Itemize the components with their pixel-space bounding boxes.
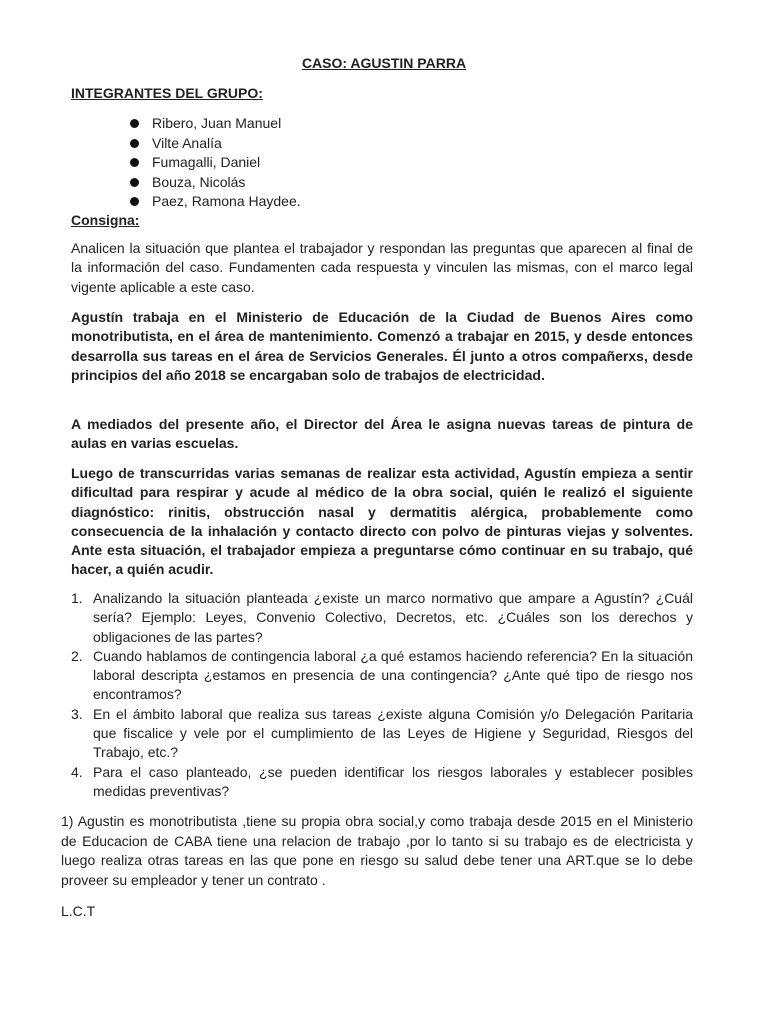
question-text: Para el caso planteado, ¿se pueden identificar los riesgos laborales y establecer posibles medidas preventivas? bbox=[93, 763, 693, 799]
member-item bbox=[128, 134, 301, 154]
consigna-heading: Consigna: bbox=[71, 212, 140, 228]
question-item bbox=[71, 705, 693, 763]
member-name: Bouza, Nicolás bbox=[152, 173, 246, 190]
member-name: Paez, Ramona Haydee. bbox=[152, 193, 301, 209]
document-title: CASO: AGUSTIN PARRA bbox=[301, 55, 467, 71]
question-item bbox=[71, 763, 693, 802]
member-name: Vilte Analía bbox=[152, 134, 222, 151]
case-paragraph: Luego de transcurridas varias semanas de realizar esta actividad, Agustín empieza a sentir dificultad para respirar y acude al médico de la obra social, quién le realizó el siguiente diagnóstico: rinitis, obstrucción nasal y dermatitis alérgica, probablemente como consecuencia de la inhalación y contacto directo con polvo de pinturas viejas y solventes. Ante esta situación, el trabajador empieza a preguntarse cómo continuar en su trabajo, qué hacer, a quién acudir. bbox=[71, 465, 693, 578]
question-number: 1. bbox=[71, 590, 83, 606]
question-text: En el ámbito laboral que realiza sus tareas ¿existe alguna Comisión y/o Delegación Paritaria que fiscalice y vele por el cumplimiento de las Leyes de Higiene y Seguridad, Riesgos del Trabajo, etc.? bbox=[93, 705, 693, 761]
case-paragraph: A mediados del presente año, el Director del Área le asigna nuevas tareas de pintura de aulas en varias escuelas. bbox=[71, 416, 693, 452]
member-item bbox=[128, 192, 301, 212]
group-heading bbox=[71, 84, 263, 102]
consigna-paragraph: Analicen la situación que plantea el trabajador y respondan las preguntas que aparecen al final de la información del caso. Fundamenten cada respuesta y vinculen las mismas, con el marco legal vigente aplicable a este caso. bbox=[71, 240, 693, 295]
question-text: Analizando la situación planteada ¿existe un marco normativo que ampare a Agustín? ¿Cuál sería? Ejemplo: Leyes, Convenio Colectivo, Decretos, etc. ¿Cuáles son los derechos y obligaciones de las partes? bbox=[93, 590, 693, 645]
question-item bbox=[71, 589, 693, 647]
question-number: 3. bbox=[71, 705, 83, 722]
bullet-icon bbox=[130, 158, 139, 167]
footer-note: L.C.T bbox=[61, 903, 96, 919]
member-item bbox=[128, 173, 301, 193]
members-list bbox=[128, 114, 301, 212]
question-number: 2. bbox=[71, 647, 83, 664]
question-text: Cuando hablamos de contingencia laboral ¿a qué estamos haciendo referencia? En la situación laboral descripta ¿estamos en presencia de una contingencia? ¿Ante qué tipo de riesgo nos encontramos? bbox=[93, 647, 693, 703]
question-number: 4. bbox=[71, 763, 83, 780]
member-item bbox=[128, 153, 301, 173]
member-item bbox=[128, 114, 301, 134]
answer-paragraph: 1) Agustin es monotributista ,tiene su propia obra social,y como trabaja desde 2015 en el Ministerio de Educacion de CABA tiene una relacion de trabajo ,por lo tanto si su trabajo es de electricista y luego realiza otras tareas en las que pone en riesgo su salud debe tener una ART.que se lo debe proveer su empleador y tener un contrato . bbox=[61, 813, 693, 888]
group-heading-text: INTEGRANTES DEL GRUPO bbox=[71, 85, 259, 101]
bullet-icon bbox=[130, 197, 139, 206]
member-name: Fumagalli, Daniel bbox=[152, 154, 261, 170]
bullet-icon bbox=[130, 119, 139, 128]
bullet-icon bbox=[130, 139, 139, 148]
question-item bbox=[71, 647, 693, 705]
case-paragraph: Agustín trabaja en el Ministerio de Educación de la Ciudad de Buenos Aires como monotributista, en el área de mantenimiento. Comenzó a trabajar en 2015, y desde entonces desarrolla sus tareas en el área de Servicios Generales. Él junto a otros compañerxs, desde principios del año 2018 se encargaban solo de trabajos de electricidad. bbox=[71, 309, 693, 383]
group-heading-colon: : bbox=[258, 85, 263, 101]
bullet-icon bbox=[130, 178, 139, 187]
member-name: Ribero, Juan Manuel bbox=[152, 115, 282, 131]
questions-list bbox=[71, 589, 693, 801]
